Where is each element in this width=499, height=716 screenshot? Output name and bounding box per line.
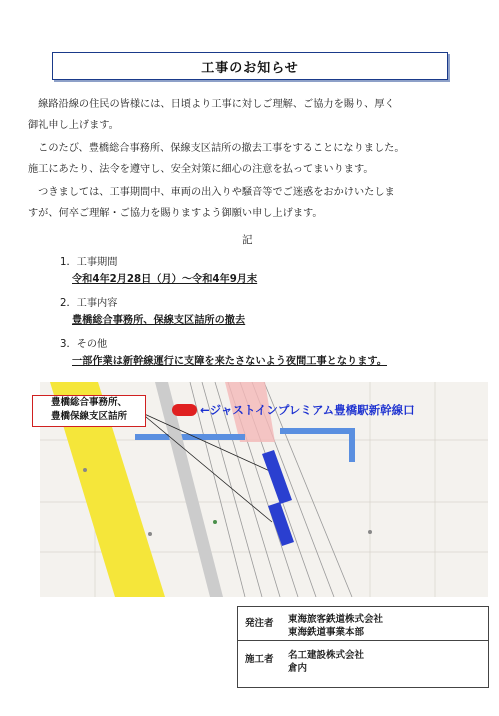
contact-divider [238, 640, 488, 641]
builder-person: 倉内 [288, 663, 308, 674]
title-box [52, 52, 448, 80]
page-title: 工事のお知らせ [201, 60, 299, 76]
orderer-names [288, 613, 383, 639]
site-label [32, 395, 146, 427]
builder-company: 名工建設株式会社 [288, 650, 365, 661]
orderer-company: 東海旅客鉄道株式会社 [288, 614, 384, 625]
site-label-line1: 豊橋総合事務所、 [50, 397, 127, 408]
site-label-line2: 豊橋保線支区詰所 [50, 411, 127, 422]
contact-box [237, 606, 489, 688]
entrance-marker-icon [172, 404, 197, 416]
item-other-detail: 一部作業は新幹線運行に支障を来たさないよう夜間工事となります。 [72, 356, 387, 367]
item-period-detail: 令和4年2月28日（月）～令和4年9月末 [72, 274, 258, 285]
ki-marker: 記 [242, 234, 253, 246]
item-period-heading: 1．工事期間 [60, 257, 118, 268]
apology-paragraph: つきましては、工事期間中、車両の出入りや騒音等でご迷惑をおかけいたしま すが、何卒ご理解・ご協力を賜りますよう御願い申し上げます。 [28, 187, 395, 219]
entrance-label: ←ジャストインプレミアム豊橋駅新幹線口 [200, 403, 415, 417]
item-content-detail: 豊橋総合事務所、保線支区詰所の撤去 [72, 315, 246, 326]
orderer-division: 東海鉄道事業本部 [288, 627, 365, 638]
item-other-heading: 3．その他 [60, 339, 108, 350]
builder-role: 施工者 [245, 654, 274, 665]
announcement-paragraph: このたび、豊橋総合事務所、保線支区詰所の撤去工事をすることになりました。 施工にあたり、法令を遵守し、安全対策に細心の注意を払ってまいります。 [28, 143, 405, 175]
item-content-heading: 2．工事内容 [60, 298, 118, 309]
builder-names [288, 649, 364, 675]
greeting-paragraph: 線路沿線の住民の皆様には、日頃より工事に対しご理解、ご協力を賜り、厚く 御礼申し上げます。 [28, 99, 395, 131]
orderer-role: 発注者 [245, 618, 274, 629]
